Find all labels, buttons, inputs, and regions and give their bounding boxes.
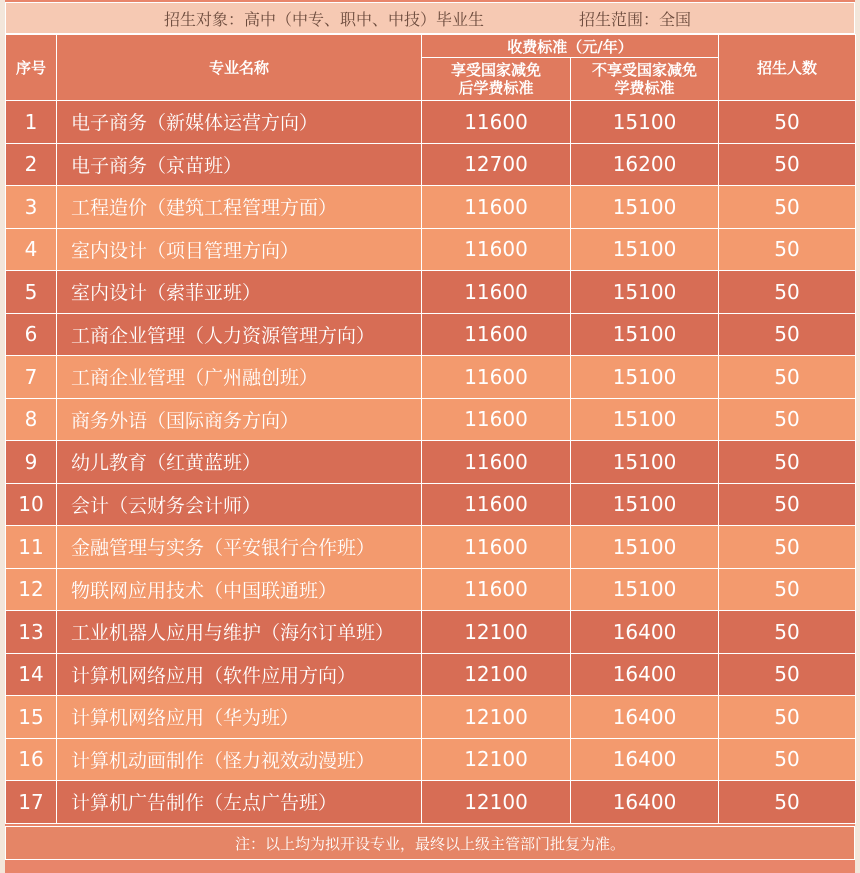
fee-reduced: 11600	[422, 356, 571, 399]
header-fee-full	[571, 58, 719, 101]
fee-full: 16400	[571, 696, 719, 739]
enroll-count: 50	[719, 398, 856, 441]
enroll-count: 50	[719, 568, 856, 611]
table-row	[6, 526, 856, 569]
row-number: 1	[6, 101, 57, 144]
enroll-count: 50	[719, 441, 856, 484]
fee-full: 15100	[571, 483, 719, 526]
fee-full: 16400	[571, 738, 719, 781]
header-fee-full-line1: 不享受国家减免	[592, 61, 698, 79]
row-number: 15	[6, 696, 57, 739]
header-major: 专业名称	[57, 35, 422, 101]
table-row	[6, 611, 856, 654]
table-row	[6, 186, 856, 229]
major-name: 工商企业管理（人力资源管理方向）	[57, 313, 422, 356]
major-name: 计算机网络应用（软件应用方向）	[57, 653, 422, 696]
enroll-count: 50	[719, 271, 856, 314]
table-row	[6, 271, 856, 314]
enroll-count: 50	[719, 356, 856, 399]
major-name: 工商企业管理（广州融创班）	[57, 356, 422, 399]
fee-full: 16400	[571, 781, 719, 824]
fee-full: 15100	[571, 101, 719, 144]
fee-reduced: 11600	[422, 228, 571, 271]
fee-full: 15100	[571, 441, 719, 484]
enroll-count: 50	[719, 696, 856, 739]
header-fee-full-line2: 学费标准	[614, 79, 675, 97]
table-body	[6, 101, 856, 824]
enroll-count: 50	[719, 101, 856, 144]
enroll-count: 50	[719, 611, 856, 654]
major-name: 工程造价（建筑工程管理方面）	[57, 186, 422, 229]
fee-reduced: 12100	[422, 653, 571, 696]
row-number: 17	[6, 781, 57, 824]
fee-reduced: 11600	[422, 441, 571, 484]
enroll-count: 50	[719, 781, 856, 824]
fee-reduced: 11600	[422, 101, 571, 144]
enroll-count: 50	[719, 738, 856, 781]
fee-full: 15100	[571, 568, 719, 611]
fee-reduced: 11600	[422, 483, 571, 526]
enroll-count: 50	[719, 186, 856, 229]
header-seq: 序号	[6, 35, 57, 101]
enroll-count: 50	[719, 483, 856, 526]
fee-reduced: 12100	[422, 611, 571, 654]
major-name: 计算机网络应用（华为班）	[57, 696, 422, 739]
header-fee-reduced	[422, 58, 571, 101]
row-number: 11	[6, 526, 57, 569]
table-row	[6, 398, 856, 441]
fee-full: 15100	[571, 228, 719, 271]
major-name: 幼儿教育（红黄蓝班）	[57, 441, 422, 484]
row-number: 12	[6, 568, 57, 611]
enroll-count: 50	[719, 653, 856, 696]
row-number: 6	[6, 313, 57, 356]
major-name: 电子商务（新媒体运营方向）	[57, 101, 422, 144]
footnote: 注：以上均为拟开设专业，最终以上级主管部门批复为准。	[5, 826, 855, 860]
row-number: 9	[6, 441, 57, 484]
row-number: 3	[6, 186, 57, 229]
fee-full: 16200	[571, 143, 719, 186]
fee-reduced: 11600	[422, 271, 571, 314]
row-number: 8	[6, 398, 57, 441]
enroll-count: 50	[719, 143, 856, 186]
enroll-count: 50	[719, 313, 856, 356]
fee-reduced: 11600	[422, 398, 571, 441]
admissions-sheet	[5, 0, 855, 873]
major-name: 计算机动画制作（怪力视效动漫班）	[57, 738, 422, 781]
fee-reduced: 12100	[422, 738, 571, 781]
major-name: 金融管理与实务（平安银行合作班）	[57, 526, 422, 569]
fee-reduced: 11600	[422, 526, 571, 569]
enrollment-target: 招生对象：高中（中专、职中、中技）毕业生	[164, 9, 485, 29]
table-row	[6, 483, 856, 526]
header-fee-reduced-line2: 后学费标准	[458, 79, 534, 97]
table-row	[6, 568, 856, 611]
header-enroll: 招生人数	[719, 35, 856, 101]
table-row	[6, 441, 856, 484]
enrollment-range: 招生范围：全国	[579, 9, 692, 29]
major-name: 物联网应用技术（中国联通班）	[57, 568, 422, 611]
major-name: 商务外语（国际商务方向）	[57, 398, 422, 441]
major-name: 计算机广告制作（左点广告班）	[57, 781, 422, 824]
table-row	[6, 781, 856, 824]
major-name: 室内设计（索菲亚班）	[57, 271, 422, 314]
top-info-bar	[5, 2, 855, 34]
row-number: 2	[6, 143, 57, 186]
fee-full: 15100	[571, 271, 719, 314]
table-row	[6, 356, 856, 399]
fee-full: 15100	[571, 186, 719, 229]
row-number: 13	[6, 611, 57, 654]
fee-reduced: 11600	[422, 313, 571, 356]
table-row	[6, 696, 856, 739]
fee-full: 15100	[571, 526, 719, 569]
header-fee-group: 收费标准（元/年）	[422, 35, 719, 58]
fee-reduced: 11600	[422, 186, 571, 229]
table-row	[6, 101, 856, 144]
fee-full: 16400	[571, 611, 719, 654]
fee-table	[5, 34, 856, 824]
fee-reduced: 12100	[422, 781, 571, 824]
major-name: 室内设计（项目管理方向）	[57, 228, 422, 271]
fee-full: 15100	[571, 398, 719, 441]
fee-reduced: 12100	[422, 696, 571, 739]
table-row	[6, 738, 856, 781]
fee-full: 16400	[571, 653, 719, 696]
table-row	[6, 143, 856, 186]
row-number: 16	[6, 738, 57, 781]
major-name: 会计（云财务会计师）	[57, 483, 422, 526]
fee-reduced: 12700	[422, 143, 571, 186]
major-name: 工业机器人应用与维护（海尔订单班）	[57, 611, 422, 654]
table-row	[6, 653, 856, 696]
major-name: 电子商务（京苗班）	[57, 143, 422, 186]
row-number: 10	[6, 483, 57, 526]
header-fee-reduced-line1: 享受国家减免	[450, 61, 541, 79]
table-row	[6, 313, 856, 356]
fee-full: 15100	[571, 356, 719, 399]
enroll-count: 50	[719, 228, 856, 271]
enroll-count: 50	[719, 526, 856, 569]
fee-reduced: 11600	[422, 568, 571, 611]
fee-full: 15100	[571, 313, 719, 356]
row-number: 5	[6, 271, 57, 314]
row-number: 7	[6, 356, 57, 399]
row-number: 4	[6, 228, 57, 271]
row-number: 14	[6, 653, 57, 696]
table-row	[6, 228, 856, 271]
